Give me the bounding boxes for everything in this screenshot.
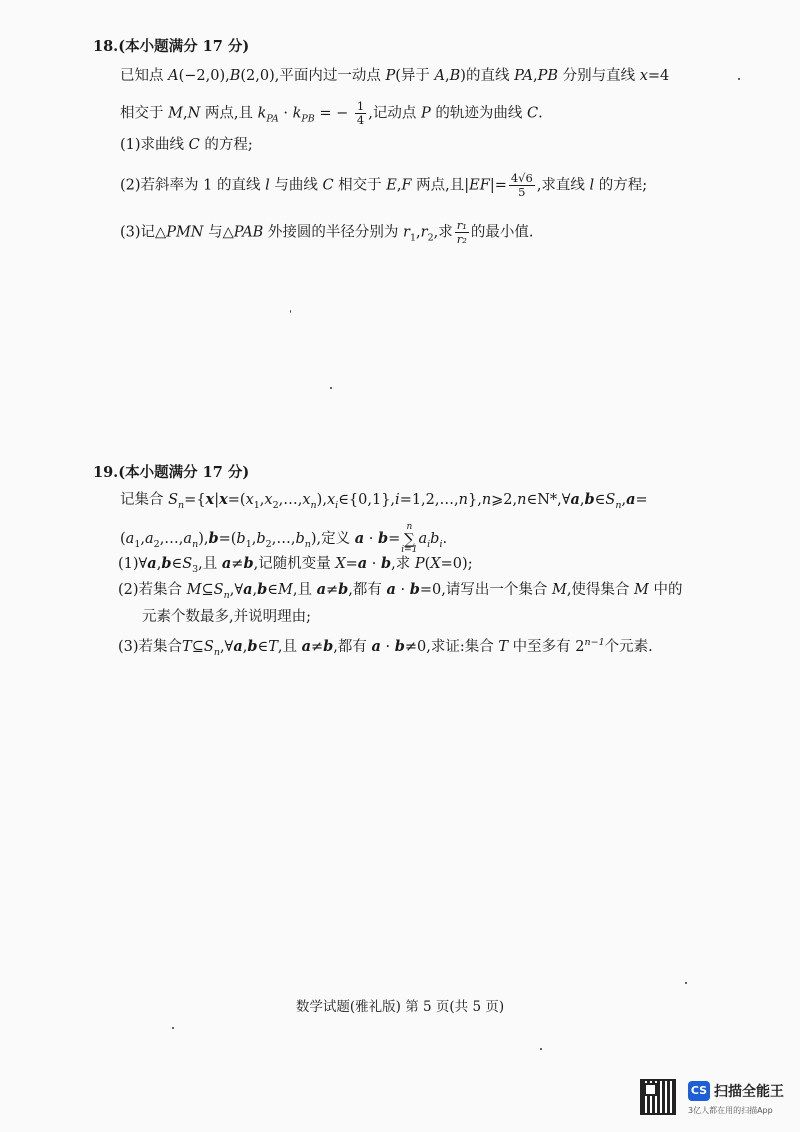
fraction-r1-over-r2: $\frac{\text{r₁}}{\text{r₂}}$ <box>456 218 467 246</box>
scan-speck <box>540 1048 542 1050</box>
q19-part2: (2)若集合 $M⊆S_n,\forall a,b\in M$,且 a≠b,都有 a · b=0,请写出一个集合 M,使得集合 M 中的 <box>118 581 683 601</box>
scan-speck <box>290 310 291 313</box>
summation-sign: n ∑ i=1 <box>401 522 418 555</box>
q18-part3: (3)记△PMN 与△PAB 外接圆的半径分别为 $r_1,r_2$,求 $\frac{\text{r₁}}{\text{r₂}}$ 的最小值. <box>120 218 534 246</box>
fraction-one-quarter: $\frac{1}{4}$ <box>356 99 365 127</box>
q18-part2: (2)若斜率为 1 的直线 l 与曲线 C 相交于 E,F 两点,且|EF|= $\frac{4√6}{5}$ ,求直线 l 的方程; <box>120 171 648 199</box>
q19-part1: $(1)\forall a,b\in S_3$,且 a≠b,记随机变量 X=a · b,求 P(X=0); <box>118 555 473 575</box>
q19-header: 19.(本小题满分 17 分) <box>93 464 250 481</box>
page-footer: 数学试题(雅礼版) 第 5 页(共 5 页) <box>295 999 505 1015</box>
q18-line1: 已知点 A(−2,0),B(2,0),平面内过一动点 P(异于 A,B)的直线 PA,PB 分别与直线 x=4 <box>120 68 670 84</box>
q18-line2: 相交于 M,N 两点,且 $k_{PA} \cdot k_{PB}$ = − $\frac{1}{4}$ ,记动点 P 的轨迹为曲线 C. <box>120 99 543 127</box>
q19-part3: (3)若集合$T⊆S_n,\forall a,b\in T$,且 a≠b,都有 a · b≠0,求证:集合 T 中至多有 $2^{n-1}$个元素. <box>118 637 653 658</box>
scan-speck <box>172 1027 174 1029</box>
qr-code-icon <box>640 1079 676 1115</box>
q19-part2-continued: 元素个数最多,并说明理由; <box>142 609 311 625</box>
q19-line1: 记集合 $S_n=\{x|x=(x_1,x_2,\dots,x_n),x_i\in\{0,1\},i=1,2,\dots,n\},n⩾2,n\in N*,\forall a,b\in S_n,a=$ <box>120 491 648 511</box>
scanner-app-name: 扫描全能王 <box>714 1084 784 1100</box>
scan-speck <box>685 982 687 984</box>
q18-part1: (1)求曲线 C 的方程; <box>120 137 253 153</box>
scan-speck <box>738 78 740 80</box>
fraction-four-root-six-fifths: $\frac{4√6}{5}$ <box>510 171 533 199</box>
camscanner-logo-icon: CS <box>688 1081 710 1101</box>
scan-speck <box>330 387 332 389</box>
scanner-tagline: 3亿人都在用的扫描App <box>688 1106 773 1115</box>
q19-line2: $(a_1,a_2,\dots,a_n),b=(b_1,b_2,\dots,b_n)$,定义 a · b=n ∑ $i=1a_ib_i$. <box>120 522 448 555</box>
q18-header: 18.(本小题满分 17 分) <box>93 38 250 55</box>
